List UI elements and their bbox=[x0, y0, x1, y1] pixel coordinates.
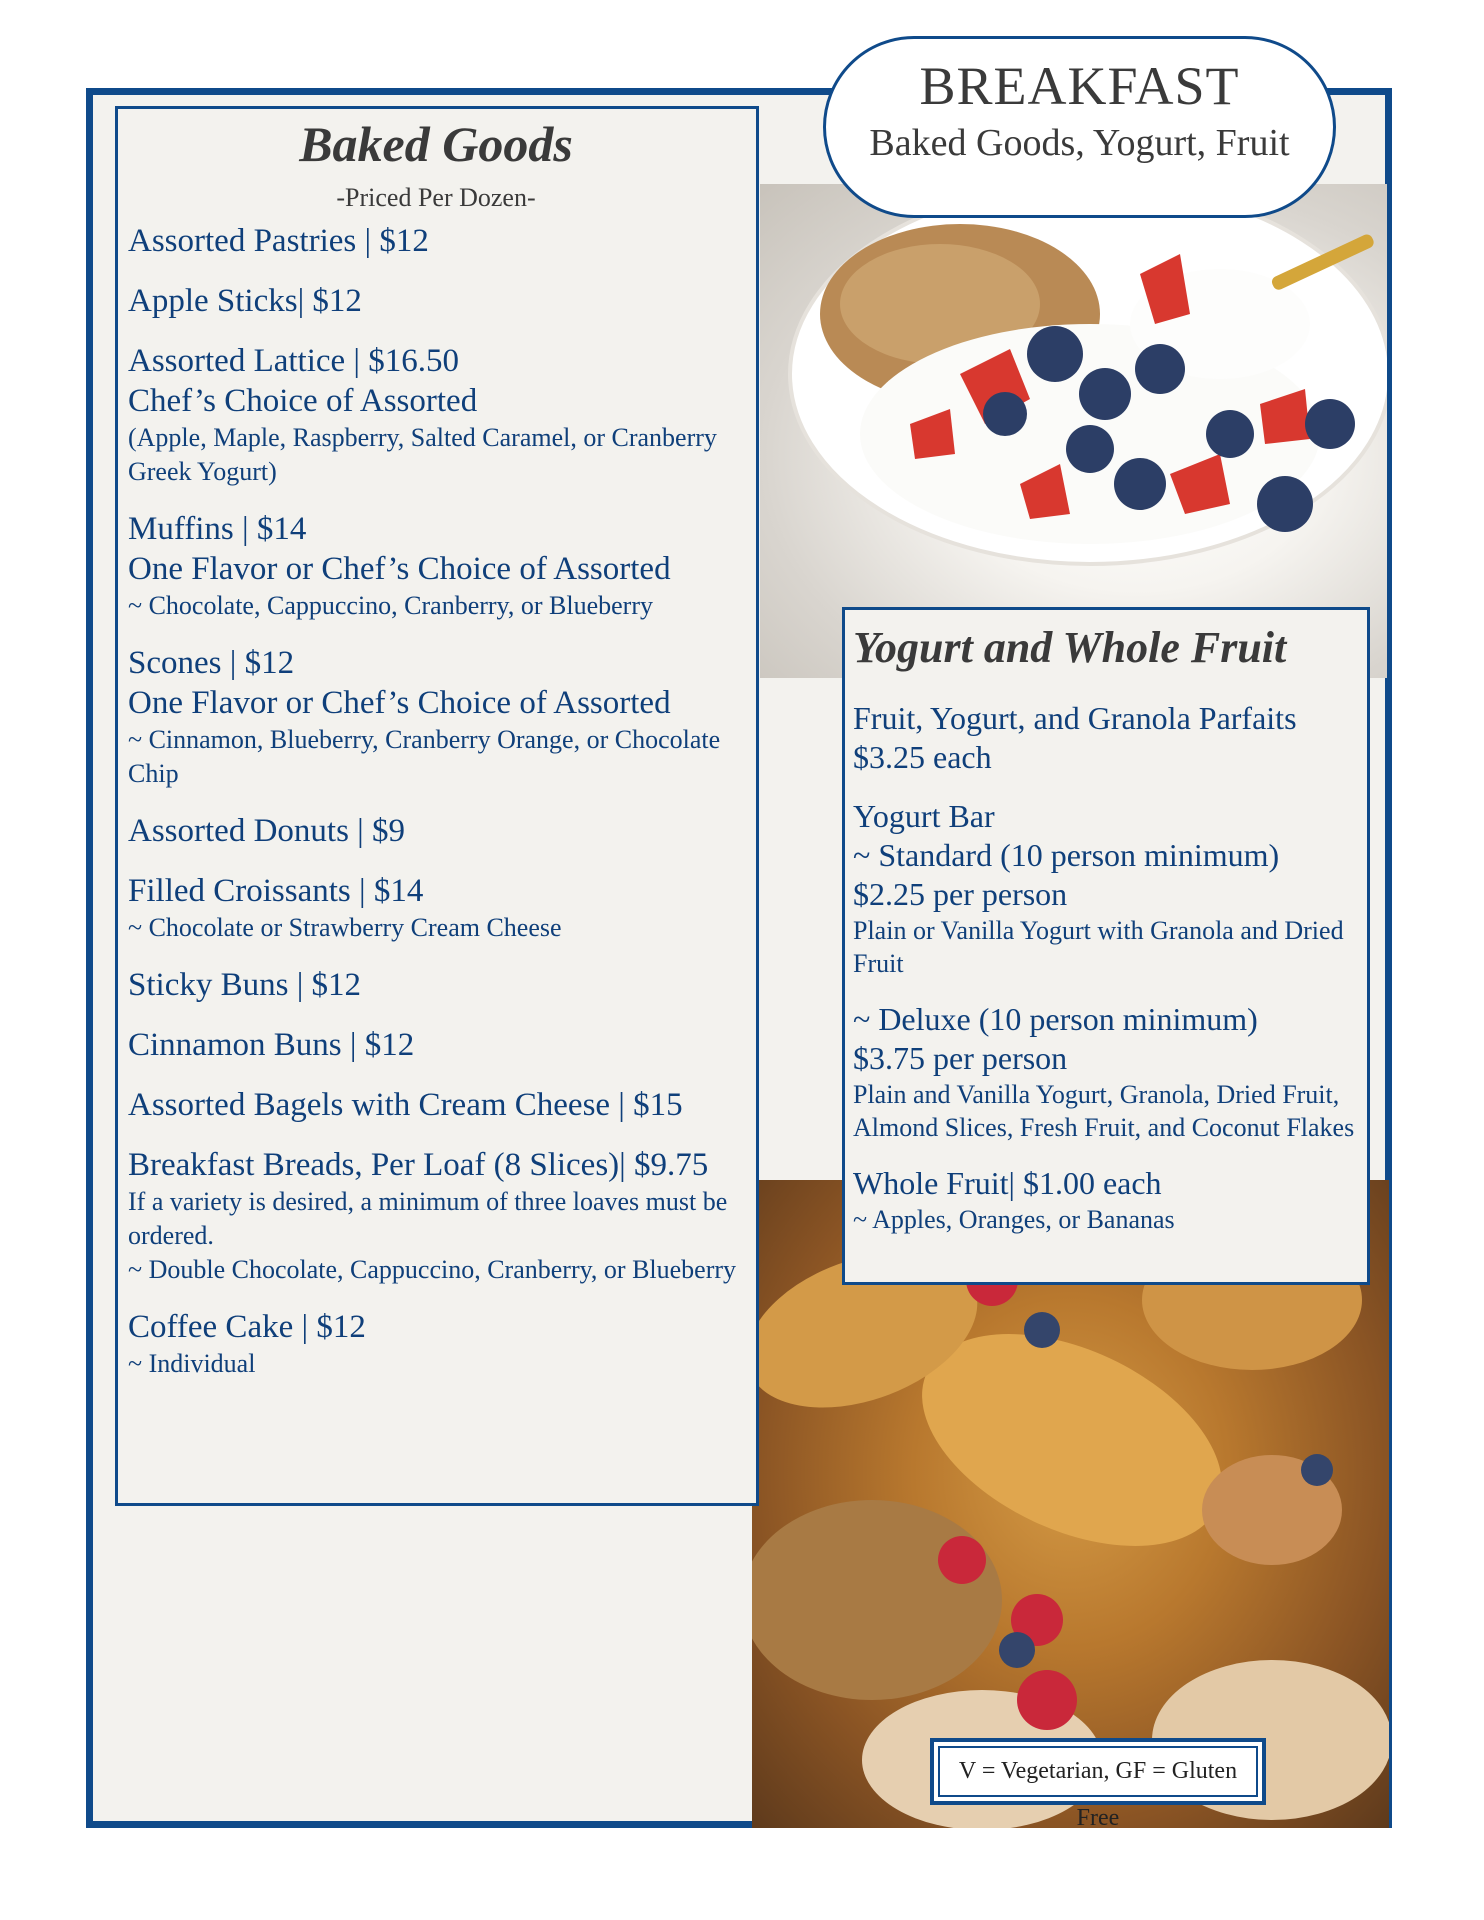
menu-item-name: Assorted Bagels with Cream Cheese | $15 bbox=[128, 1087, 683, 1123]
parfait-item bbox=[853, 699, 1359, 777]
menu-item bbox=[128, 281, 744, 321]
menu-item-name: Cinnamon Buns | $12 bbox=[128, 1027, 415, 1063]
menu-item-description: ~ Individual bbox=[128, 1349, 256, 1378]
menu-item-description: (Apple, Maple, Raspberry, Salted Caramel, or Cranberry Greek Yogurt) bbox=[128, 423, 717, 486]
menu-item-name: Scones | $12 bbox=[128, 645, 295, 681]
menu-item-name: Assorted Donuts | $9 bbox=[128, 813, 406, 849]
yogurt-parfait-image bbox=[760, 184, 1387, 678]
menu-item bbox=[128, 871, 744, 945]
menu-item bbox=[128, 341, 744, 489]
yogurt-bar-title: Yogurt Bar bbox=[853, 798, 995, 834]
page-subtitle: Baked Goods, Yogurt, Fruit bbox=[869, 122, 1290, 164]
whole-fruit-item bbox=[853, 1164, 1359, 1236]
menu-item-name: Apple Sticks| $12 bbox=[128, 283, 362, 319]
baked-goods-subheading: -Priced Per Dozen- bbox=[336, 183, 536, 212]
legend-text: V = Vegetarian, GF = Gluten Free bbox=[938, 1746, 1258, 1797]
yogurt-fruit-heading: Yogurt and Whole Fruit bbox=[853, 623, 1287, 672]
standard-option: ~ Standard (10 person minimum) bbox=[853, 837, 1280, 873]
menu-item-name: Filled Croissants | $14 bbox=[128, 873, 424, 909]
menu-item bbox=[128, 965, 744, 1005]
menu-item-name: Assorted Pastries | $12 bbox=[128, 223, 429, 259]
yogurt-bar-deluxe bbox=[853, 1000, 1359, 1144]
menu-item-description: ~ Chocolate or Strawberry Cream Cheese bbox=[128, 913, 562, 942]
menu-item-name: Assorted Lattice | $16.50 bbox=[128, 343, 460, 379]
menu-item bbox=[128, 1085, 744, 1125]
menu-item-name: Breakfast Breads, Per Loaf (8 Slices)| $9.75 bbox=[128, 1147, 709, 1183]
page-title: BREAKFAST bbox=[919, 56, 1240, 116]
standard-price: $2.25 per person bbox=[853, 876, 1068, 912]
menu-item-name: Coffee Cake | $12 bbox=[128, 1309, 366, 1345]
menu-item bbox=[128, 643, 744, 791]
menu-item-option: One Flavor or Chef’s Choice of Assorted bbox=[128, 551, 671, 587]
menu-item bbox=[128, 1025, 744, 1065]
menu-item bbox=[128, 811, 744, 851]
deluxe-description: Plain and Vanilla Yogurt, Granola, Dried Fruit, Almond Slices, Fresh Fruit, and Coconut Flakes bbox=[853, 1080, 1355, 1142]
whole-fruit-name: Whole Fruit| $1.00 each bbox=[853, 1165, 1162, 1201]
parfait-price: $3.25 each bbox=[853, 739, 992, 775]
yogurt-fruit-panel bbox=[842, 607, 1370, 1285]
yogurt-bar-standard bbox=[853, 797, 1359, 980]
menu-item-description: If a variety is desired, a minimum of three loaves must be ordered. bbox=[128, 1187, 728, 1250]
menu-item-option: One Flavor or Chef’s Choice of Assorted bbox=[128, 685, 671, 721]
whole-fruit-description: ~ Apples, Oranges, or Bananas bbox=[853, 1205, 1175, 1234]
menu-item bbox=[128, 221, 744, 261]
menu-item-description: ~ Chocolate, Cappuccino, Cranberry, or Blueberry bbox=[128, 591, 653, 620]
menu-item-description: ~ Cinnamon, Blueberry, Cranberry Orange, or Chocolate Chip bbox=[128, 725, 721, 788]
menu-item bbox=[128, 1307, 744, 1381]
baked-goods-heading: Baked Goods bbox=[299, 116, 573, 172]
parfait-name: Fruit, Yogurt, and Granola Parfaits bbox=[853, 700, 1297, 736]
menu-item-name: Sticky Buns | $12 bbox=[128, 967, 362, 1003]
menu-item bbox=[128, 1145, 744, 1287]
baked-goods-panel bbox=[115, 106, 759, 1506]
menu-item-flavors: ~ Double Chocolate, Cappuccino, Cranberry, or Blueberry bbox=[128, 1255, 737, 1284]
menu-item-option: Chef’s Choice of Assorted bbox=[128, 383, 478, 419]
menu-item bbox=[128, 509, 744, 623]
menu-item-name: Muffins | $14 bbox=[128, 511, 307, 547]
menu-title-badge bbox=[823, 36, 1336, 218]
deluxe-price: $3.75 per person bbox=[853, 1040, 1068, 1076]
dietary-legend bbox=[930, 1738, 1266, 1831]
standard-description: Plain or Vanilla Yogurt with Granola and Dried Fruit bbox=[853, 916, 1344, 978]
deluxe-option: ~ Deluxe (10 person minimum) bbox=[853, 1001, 1258, 1037]
